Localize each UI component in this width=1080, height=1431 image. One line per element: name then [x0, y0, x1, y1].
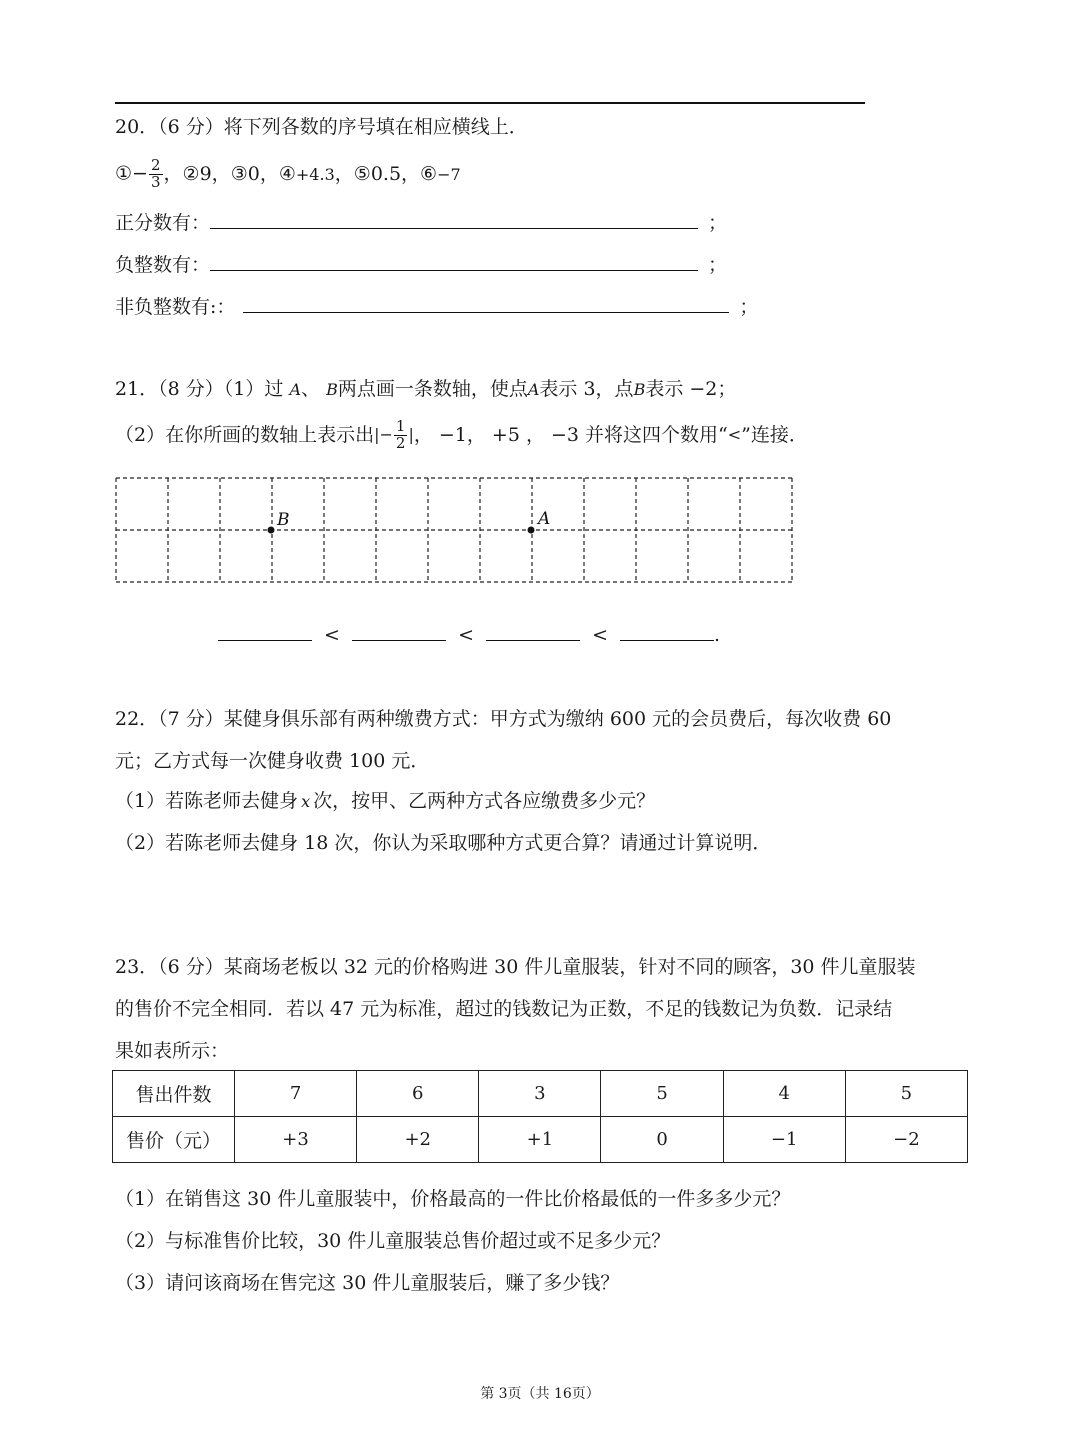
table-row	[113, 1117, 968, 1163]
q20-item-3: ③0，	[230, 162, 279, 185]
point-a-label: A	[538, 509, 551, 529]
q20-item-6: ⑥−7	[420, 162, 461, 185]
table-cell: 5	[845, 1071, 967, 1117]
compare-blank[interactable]	[486, 639, 580, 641]
q22-part1: （1）若陈老师去健身 x 次，按甲、乙两种方式各应缴费多少元？	[115, 790, 656, 812]
q21-part2: （2）在你所画的数轴上表示出 |− $\frac{1}{2}$ | ， −1， +5 ， −3 并将这四个数用“ < ”连接．	[115, 416, 808, 452]
table-cell: 6	[357, 1071, 479, 1117]
fraction: $\frac{1}{2}$	[395, 416, 406, 452]
table-cell: −1	[723, 1117, 845, 1163]
answer-blank[interactable]	[243, 311, 729, 313]
q23-line2: 的售价不完全相同．若以 47 元为标准，超过的钱数记为正数，不足的钱数记为负数．记录结	[115, 998, 893, 1020]
q22-line2: 元；乙方式每一次健身收费 100 元．	[115, 750, 430, 772]
table-cell: +1	[479, 1117, 601, 1163]
q23-line3: 果如表所示：	[115, 1040, 230, 1062]
q21-comparison-line: < < < .	[218, 624, 720, 647]
number-line-grid	[110, 472, 800, 592]
q20-line-positive-fractions: 正分数有： ；	[115, 212, 728, 234]
compare-blank[interactable]	[620, 639, 714, 641]
top-rule	[115, 102, 865, 104]
table-cell: 0	[601, 1117, 723, 1163]
q23-part1: （1）在销售这 30 件儿童服装中，价格最高的一件比价格最低的一件多多少元？	[115, 1188, 791, 1210]
q23-part3: （3）请问该商场在售完这 30 件儿童服装后，赚了多少钱？	[115, 1272, 620, 1294]
table-cell: 7	[235, 1071, 357, 1117]
page-footer: 第 3页（共 16页）	[480, 1386, 600, 1402]
fraction: $\frac{2}{3}$	[150, 155, 161, 191]
q20-title: 20．（6 分）将下列各数的序号填在相应横线上．	[115, 116, 528, 138]
q20-item-5: ⑤0.5，	[353, 162, 421, 185]
grid-lines	[116, 478, 792, 582]
q20-line-nonnegative-integers: 非负整数有:： ；	[115, 296, 759, 318]
point-b-dot	[268, 527, 275, 534]
q20-item-2: ②9，	[182, 162, 231, 185]
q22-line1: 22．（7 分）某健身俱乐部有两种缴费方式：甲方式为缴纳 600 元的会员费后，每次收费 60	[115, 708, 892, 730]
q23-line1: 23．（6 分）某商场老板以 32 元的价格购进 30 件儿童服装，针对不同的顾客，30 件儿童服装	[115, 956, 916, 978]
compare-blank[interactable]	[218, 639, 312, 641]
point-b-label: B	[277, 510, 290, 530]
q20-line-negative-integers: 负整数有： ；	[115, 254, 728, 276]
table-cell: 5	[601, 1071, 723, 1117]
compare-blank[interactable]	[352, 639, 446, 641]
point-a-dot	[528, 527, 535, 534]
q22-part2: （2）若陈老师去健身 18 次，你认为采取哪种方式更合算？请通过计算说明．	[115, 832, 772, 854]
table-row	[113, 1071, 968, 1117]
sales-table	[112, 1070, 968, 1163]
table-cell: 4	[723, 1071, 845, 1117]
table-cell: +2	[357, 1117, 479, 1163]
table-cell: −2	[845, 1117, 967, 1163]
q21-title: 21．（8 分）（1）过 A、 B两点画一条数轴，使点A表示 3，点B表示 −2；	[115, 378, 737, 400]
q20-item-1: ①− $\frac{2}{3}$ ，	[115, 155, 183, 191]
answer-blank[interactable]	[210, 227, 698, 229]
table-row-header: 售价（元）	[113, 1117, 235, 1163]
q20-item-4: ④+4.3，	[278, 162, 354, 185]
table-row-header: 售出件数	[113, 1071, 235, 1117]
table-cell: +3	[235, 1117, 357, 1163]
q20-items	[115, 152, 461, 196]
answer-blank[interactable]	[210, 269, 698, 271]
table-cell: 3	[479, 1071, 601, 1117]
q23-part2: （2）与标准售价比较，30 件儿童服装总售价超过或不足多少元？	[115, 1230, 671, 1252]
